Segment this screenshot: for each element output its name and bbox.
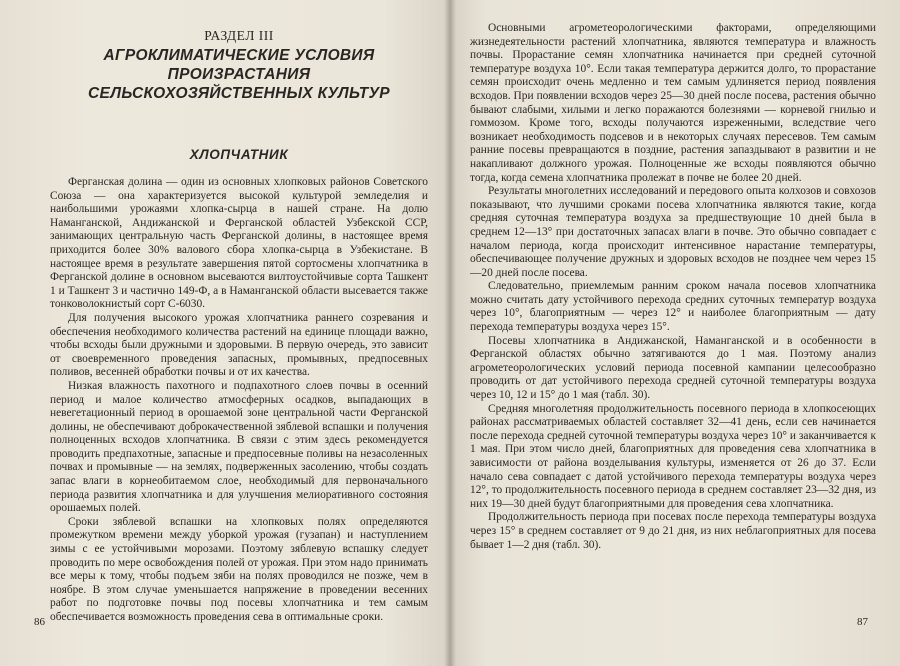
page-number-right: 87 — [857, 616, 868, 628]
paragraph: Для получения высокого урожая хлопчатника раннего созревания и обеспечения необходимого количества растений на единице площади важно, чтобы всходы были дружными и здоровыми. В первую очередь, это зависит от своевременного проведения запасных, промывных, предпосевных поливов, весенней обработки почвы и от их качества. — [50, 311, 428, 379]
paragraph: Продолжительность периода при посевах после перехода температуры воздуха через 15° в среднем составляет от 9 до 21 дня, из них неблагоприятных для посева бывает 1—2 дня (табл. 30). — [470, 511, 876, 551]
paragraph: Ферганская долина — один из основных хлопковых районов Советского Союза — она характеризуется высокой культурой земледелия и наибольшими урожаями хлопка-сырца в нашей стране. На долю Наманганской, Андижанской и Ферганской областей Узбекской ССР, занимающих центральную часть Ферганской долины, в настоящее время приходится более 30% валового сбора хлопка-сырца в Узбекистане. В настоящее время в результате завершения пятой сортосмены хлопчатника в Ферганской долине в основном высеваются вилтоустойчивые сорта Ташкент 1 и Ташкент 3 и частично 149-Ф, а в Наманганской области высевается также тонковолокнистый сорт С-6030. — [50, 176, 428, 311]
paragraph: Посевы хлопчатника в Андижанской, Наманганской и в особенности в Ферганской областях обычно затягиваются до 1 мая. Поэтому анализ агрометеорологических условий периода посевной кампании целесообразно проводить от дат устойчивого перехода средней суточной температуры воздуха через 10, 12 и 15° до 1 мая (табл. 30). — [470, 334, 876, 402]
paragraph: Низкая влажность пахотного и подпахотного слоев почвы в осенний период и малое количество атмосферных осадков, выпадающих в невегетационный период в орошаемой зоне центральной части Ферганской долины, не обеспечивают доброкачественной зяблевой вспашки и получения полноценных всходов хлопчатника. В связи с этим здесь рекомендуется проводить предпахотные, запасные и предпосевные поливы на незасоленных почвах и промывные — на землях, подверженных засолению, чтобы создать запас влаги в корнеобитаемом слое, необходимый для первоначального периода развития хлопчатника и для улучшения мелиоративного состояния орошаемых полей. — [50, 379, 428, 515]
section-label: РАЗДЕЛ III — [204, 28, 274, 43]
paragraph: Средняя многолетняя продолжительность посевного периода в хлопкосеющих районах рассматриваемых областей составляет 32—41 день, если сев начинается после перехода средней суточной температуры воздуха через 10° и заканчивается к 1 мая. При этом число дней, благоприятных для проведения сева хлопчатника в зависимости от района возделывания культуры, изменяется от 26 до 37. Если начало сева совпадает с датой устойчивого перехода температуры воздуха через 12°, то продолжительность посевного периода в среднем составляет 23—32 дня, из них 19—30 дней будут благоприятными для проведения сева хлопчатника. — [470, 402, 876, 510]
book-gutter — [444, 0, 456, 666]
paragraph: Следовательно, приемлемым ранним сроком начала посевов хлопчатника можно считать дату устойчивого перехода средних суточных температур воздуха через 10°, благоприятным — через 12° и наиболее благоприятным — дату перехода температуры воздуха через 15°. — [470, 280, 876, 334]
page-number-left: 86 — [34, 616, 45, 628]
right-page — [450, 0, 900, 666]
subsection-title: ХЛОПЧАТНИК — [189, 147, 289, 162]
paragraph: Сроки зяблевой вспашки на хлопковых полях определяются промежутком времени между уборкой урожая (гузапан) и наступлением зимы с ее устойчивыми морозами. Поэтому зяблевую вспашку следует проводить по мере освобождения полей от урожая. При этом надо принимать все меры к тому, чтобы подъем зяби на полях проводился не позже, чем в ноябре. В этом случае уменьшается напряжение в проведении весенних работ по подготовке почвы под посевы хлопчатника и тем самым обеспечивается возможность проведения сева в оптимальные сроки. — [50, 515, 428, 623]
paragraph: Основными агрометеорологическими факторами, определяющими жизнедеятельности растений хлопчатника, являются температура и влажность почвы. Прорастание семян хлопчатника начинается при средней суточной температуре воздуха 10°. Если такая температура держится долго, то прорастание семян происходит очень медленно и тем самым удлиняется период появления всходов. При появлении всходов через 25—30 дней после посева, растения обычно бывают слабыми, хилыми и легко поражаются болезнями — корневой гнилью и гоммозом. Кроме того, всходы получаются изреженными, вследствие чего возникает необходимость подсевов и в некоторых случаях пересевов. Тем самым ранние посевы превращаются в поздние, растения запаздывают в развитии и не накапливают должного урожая. Полноценные же всходы появляются обычно тогда, когда семена хлопчатника пролежат в почве не более 20 дней. — [470, 22, 876, 184]
section-title-line-3: СЕЛЬСКОХОЗЯЙСТВЕННЫХ КУЛЬТУР — [88, 85, 390, 102]
section-title-line-2: ПРОИЗРАСТАНИЯ — [167, 66, 311, 83]
section-title-line-1: АГРОКЛИМАТИЧЕСКИЕ УСЛОВИЯ — [103, 47, 375, 64]
section-title — [50, 46, 428, 103]
paragraph: Результаты многолетних исследований и передового опыта колхозов и совхозов показывают, что лучшими сроками посева хлопчатника являются такие, когда средняя суточная температура воздуха за предшествующие 10 дней была в среднем 12—13° при достаточных запасах влаги в почве. Это обычно совпадает с началом периода, когда происходит интенсивное нарастание температуры, обеспечивающее получение дружных и здоровых всходов не позднее чем через 15—20 дней после посева. — [470, 185, 876, 279]
